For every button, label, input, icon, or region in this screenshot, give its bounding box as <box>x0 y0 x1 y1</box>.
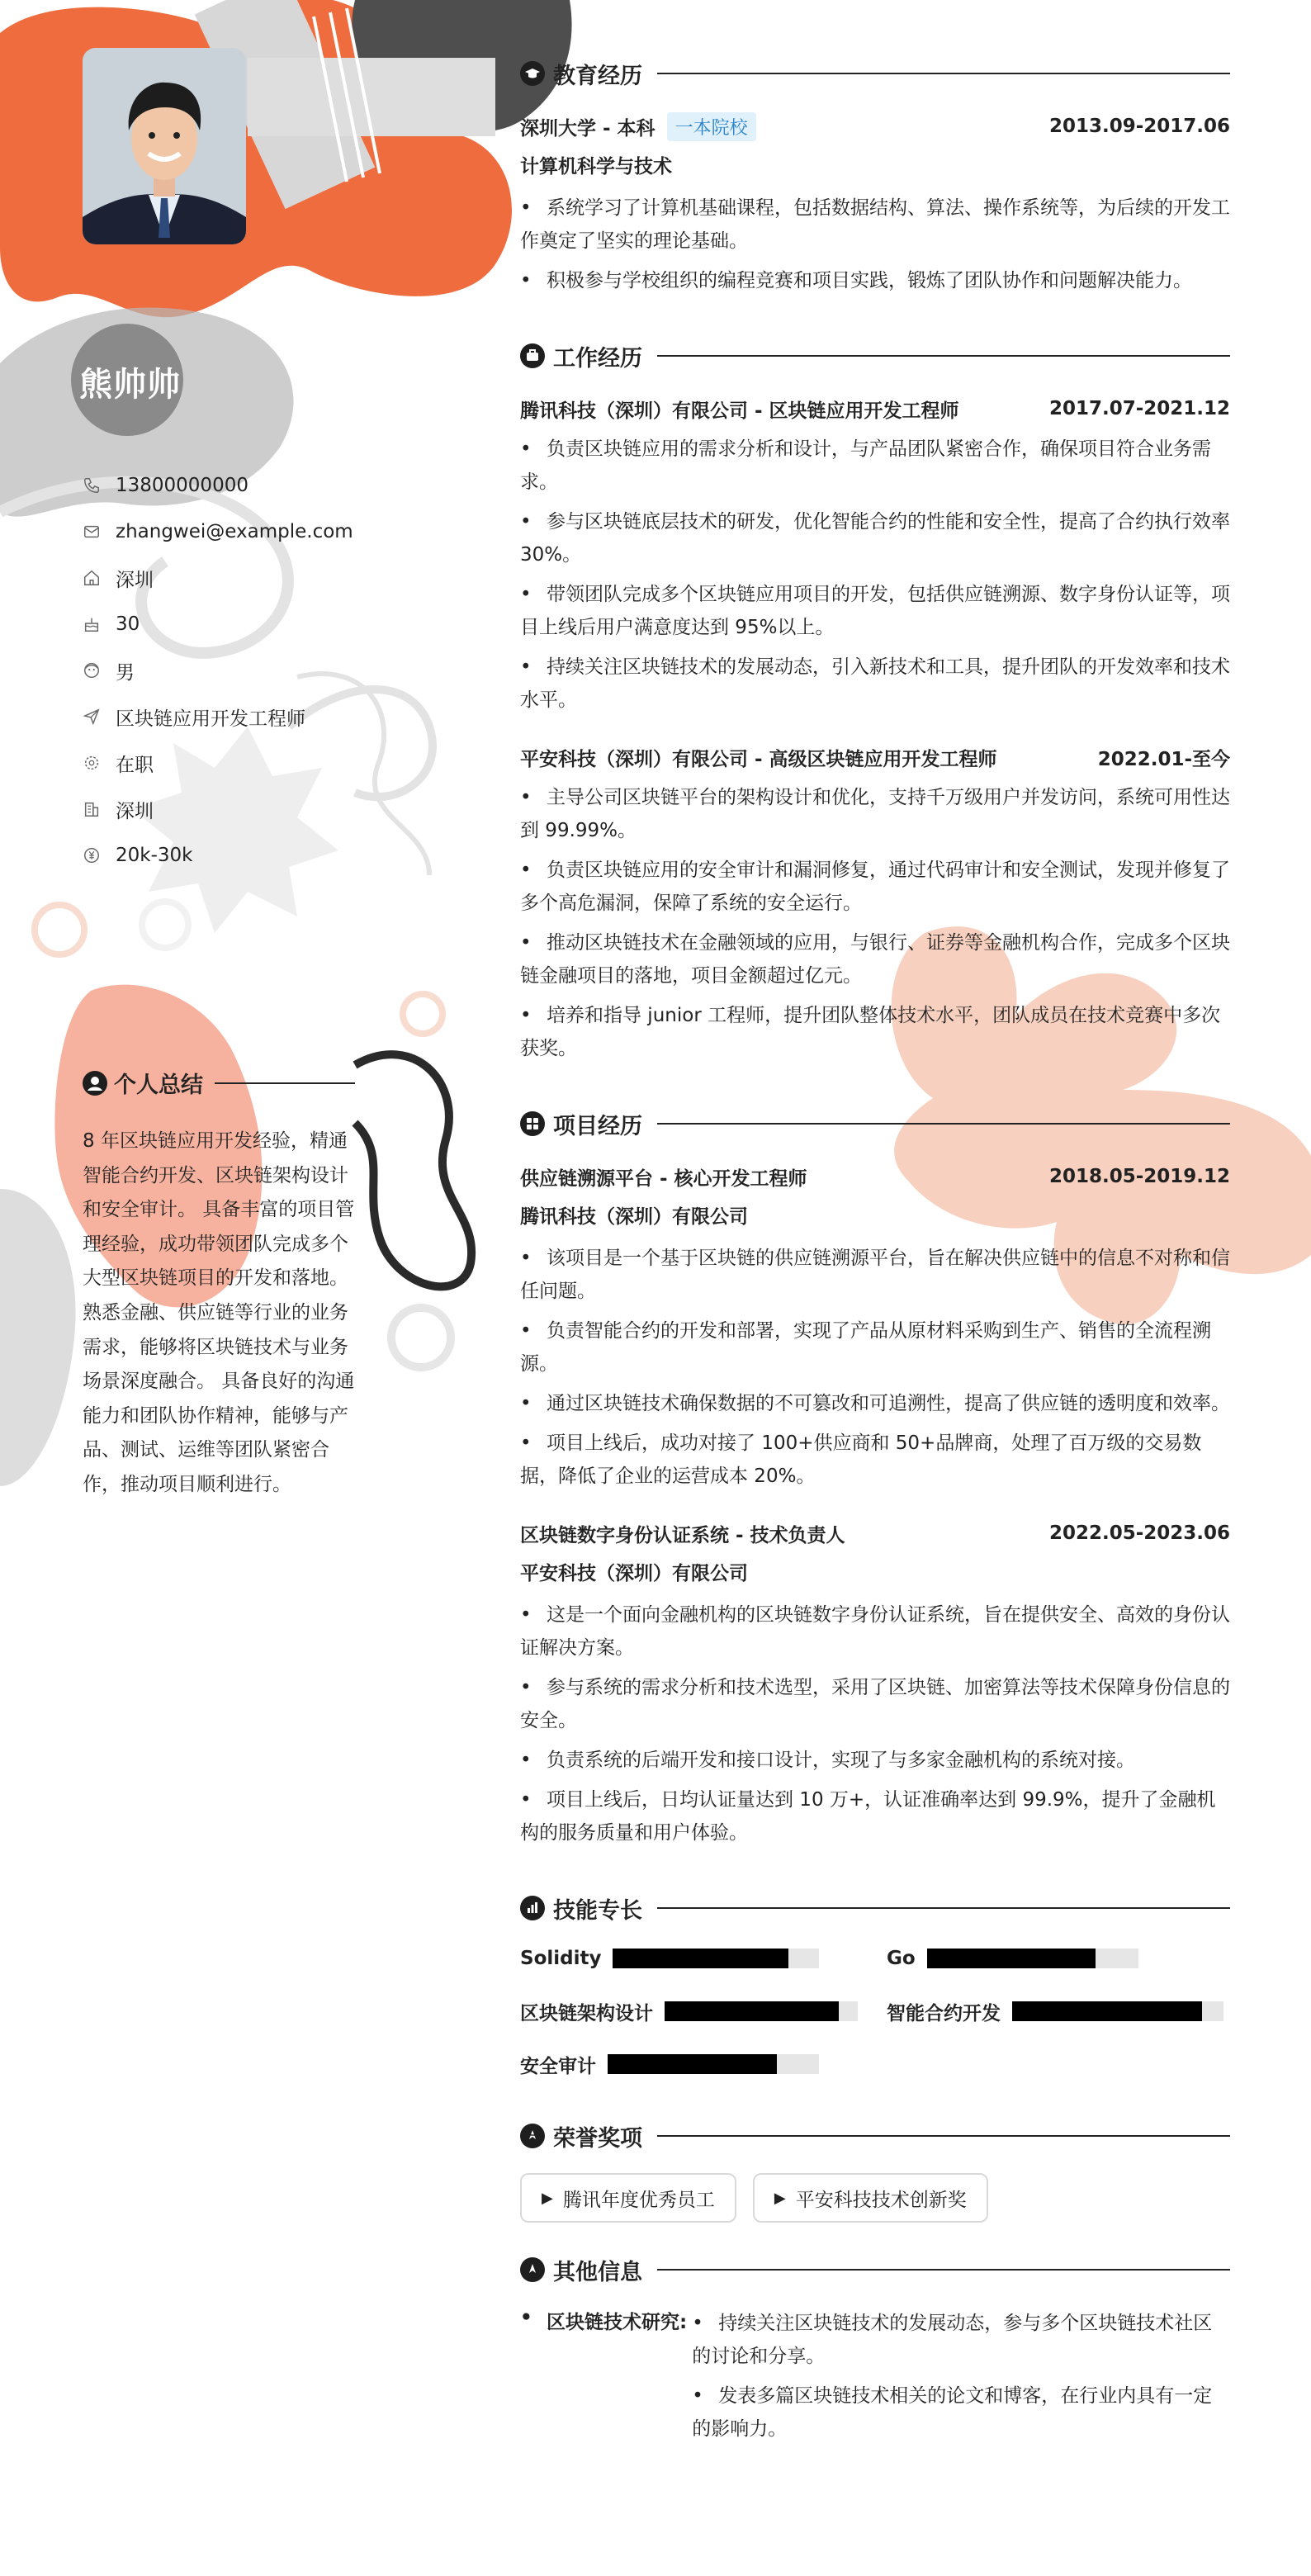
school-name: 深圳大学 - 本科 <box>520 117 656 140</box>
skill-bar-fill <box>665 2001 839 2021</box>
skill-item <box>520 1998 887 2024</box>
info-age <box>83 601 353 647</box>
other-heading <box>520 2256 1230 2284</box>
award-icon <box>520 2124 545 2148</box>
honors-heading <box>520 2122 1230 2150</box>
project-bullets <box>520 1598 1230 1849</box>
skill-bar <box>608 2054 819 2074</box>
summary-divider <box>215 1082 355 1084</box>
work-entry <box>520 741 1230 1065</box>
skill-item <box>887 1945 1230 1972</box>
building-icon <box>83 800 101 818</box>
work-date: 2017.07-2021.12 <box>1048 398 1230 419</box>
salary-text: 20k-30k <box>116 845 193 866</box>
skill-bar-fill <box>608 2054 777 2074</box>
info-position <box>83 694 353 740</box>
work-heading <box>520 342 1230 370</box>
info-status <box>83 740 353 786</box>
skills-divider <box>657 1907 1230 1909</box>
list-item: • 参与区块链底层技术的研发，优化智能合约的性能和安全性，提高了合约执行效率 30%。 <box>520 505 1230 571</box>
info-salary <box>83 832 353 878</box>
list-item: • 项目上线后，成功对接了 100+供应商和 50+品牌商，处理了百万级的交易数据，降低了企业的运营成本 20%。 <box>520 1427 1230 1493</box>
briefcase-icon <box>520 343 545 368</box>
salary-icon <box>83 846 101 864</box>
skill-bar-fill <box>613 1949 788 1968</box>
honors-divider <box>657 2135 1230 2137</box>
list-item: • 发表多篇区块链技术相关的论文和博客，在行业内具有一定的影响力。 <box>692 2379 1230 2446</box>
honor-chip <box>520 2173 736 2223</box>
play-icon: ▶ <box>774 2189 786 2207</box>
email-icon <box>83 523 101 541</box>
skill-item <box>520 2051 887 2077</box>
list-item: • 参与系统的需求分析和技术选型，采用了区块链、加密算法等技术保障身份信息的安全。 <box>520 1671 1230 1737</box>
play-icon: ▶ <box>542 2189 553 2207</box>
skill-bar-fill <box>1012 2001 1202 2021</box>
list-item: • 积极参与学校组织的编程竞赛和项目实践，锻炼了团队协作和问题解决能力。 <box>520 264 1230 297</box>
work-row <box>520 393 1230 424</box>
summary-heading <box>83 1067 355 1099</box>
skill-bar <box>613 1949 819 1968</box>
project-date: 2022.05-2023.06 <box>1048 1522 1230 1544</box>
honors-title: 荣誉奖项 <box>553 2125 642 2152</box>
projects-title: 项目经历 <box>553 1113 642 1139</box>
info-city <box>83 786 353 832</box>
home-icon <box>83 569 101 587</box>
main-content <box>520 59 1230 2497</box>
list-item: • 负责区块链应用的安全审计和漏洞修复，通过代码审计和安全测试，发现并修复了多个高危漏洞，保障了系统的安全运行。 <box>520 854 1230 920</box>
projects-heading <box>520 1110 1230 1138</box>
position-text: 区块链应用开发工程师 <box>116 708 305 730</box>
bar-chart-icon <box>520 1896 545 1920</box>
education-date: 2013.09-2017.06 <box>1048 116 1230 137</box>
list-item: • 负责智能合约的开发和部署，实现了产品从原材料采购到生产、销售的全流程溯源。 <box>520 1314 1230 1380</box>
work-company: 平安科技（深圳）有限公司 - 高级区块链应用开发工程师 <box>520 748 997 770</box>
list-item: • 带领团队完成多个区块链应用项目的开发，包括供应链溯源、数字身份认证等，项目上线后用户满意度达到 95%以上。 <box>520 578 1230 644</box>
city-text: 深圳 <box>116 800 154 822</box>
info-icon <box>520 2257 545 2282</box>
other-row <box>520 2307 1230 2452</box>
sidebar <box>0 0 462 2576</box>
avatar-photo <box>83 48 246 244</box>
contact-info <box>83 462 353 878</box>
email-text: zhangwei@example.com <box>116 521 353 542</box>
status-text: 在职 <box>116 754 154 776</box>
age-text: 30 <box>116 613 140 635</box>
info-phone <box>83 462 353 509</box>
skills-heading <box>520 1894 1230 1922</box>
avatar <box>83 48 246 244</box>
paper-plane-icon <box>83 708 101 726</box>
list-item: • 通过区块链技术确保数据的不可篡改和可追溯性，提高了供应链的透明度和效率。 <box>520 1387 1230 1420</box>
profile-name: 熊帅帅 <box>79 366 181 404</box>
project-company: 平安科技（深圳）有限公司 <box>520 1563 748 1584</box>
projects-divider <box>657 1123 1230 1125</box>
list-item: • 推动区块链技术在金融领域的应用，与银行、证券等金融机构合作，完成多个区块链金融项目的落地，项目金额超过亿元。 <box>520 926 1230 992</box>
location-text: 深圳 <box>116 569 154 591</box>
skills-grid <box>520 1945 1230 2077</box>
skill-bar-fill <box>927 1949 1096 1968</box>
honors-list <box>520 2173 1230 2223</box>
info-location <box>83 555 353 601</box>
list-item: • 负责区块链应用的需求分析和设计，与产品团队紧密合作，确保项目符合业务需求。 <box>520 433 1230 499</box>
honor-chip <box>753 2173 988 2223</box>
summary-text: 8 年区块链应用开发经验，精通智能合约开发、区块链架构设计和安全审计。 具备丰富的项目管理经验，成功带领团队完成多个大型区块链项目的开发和落地。 熟悉金融、供应链等行业的业务需求，能够将区块链技术与业务场景深度融合。 具备良好的沟通能力和团队协作精神，能够与产品、测试、运维等团队紧密合作，推动项目顺利进行。 <box>83 1130 355 1495</box>
list-item: • 负责系统的后端开发和接口设计，实现了与多家金融机构的系统对接。 <box>520 1744 1230 1777</box>
skill-item <box>887 1998 1230 2024</box>
status-icon <box>83 754 101 772</box>
work-row <box>520 741 1230 773</box>
skills-title: 技能专长 <box>553 1897 642 1924</box>
grid-icon <box>520 1111 545 1136</box>
project-name: 区块链数字身份认证系统 - 技术负责人 <box>520 1524 845 1546</box>
list-item: • 主导公司区块链平台的架构设计和优化，支持千万级用户并发访问，系统可用性达到 99.99%。 <box>520 781 1230 847</box>
skill-name: 智能合约开发 <box>887 2002 1001 2024</box>
info-gender <box>83 647 353 694</box>
work-date: 2022.01-至今 <box>1097 748 1230 770</box>
list-item: • 系统学习了计算机基础课程，包括数据结构、算法、操作系统等，为后续的开发工作奠定了坚实的理论基础。 <box>520 192 1230 258</box>
cake-icon <box>83 615 101 633</box>
phone-text: 13800000000 <box>116 475 248 496</box>
list-item: • 这是一个面向金融机构的区块链数字身份认证系统，旨在提供安全、高效的身份认证解决方案。 <box>520 1598 1230 1664</box>
work-bullets <box>520 781 1230 1065</box>
skill-name: 区块链架构设计 <box>520 2002 653 2024</box>
work-title: 工作经历 <box>553 345 642 372</box>
projects-section <box>520 1110 1230 1849</box>
list-item: • 培养和指导 junior 工程师，提升团队整体技术水平，团队成员在技术竞赛中多次获奖。 <box>520 999 1230 1065</box>
work-bullets <box>520 433 1230 717</box>
education-section <box>520 59 1230 297</box>
user-circle-icon <box>83 1071 107 1096</box>
skill-bar <box>1012 2001 1223 2021</box>
list-item: • 持续关注区块链技术的发展动态，参与多个区块链技术社区的讨论和分享。 <box>692 2307 1230 2373</box>
school-badge: 一本院校 <box>667 112 756 141</box>
project-name: 供应链溯源平台 - 核心开发工程师 <box>520 1167 807 1190</box>
list-item: • 持续关注区块链技术的发展动态，引入新技术和工具，提升团队的开发效率和技术水平。 <box>520 651 1230 717</box>
project-entry <box>520 1518 1230 1849</box>
other-bullets <box>692 2307 1230 2452</box>
project-entry <box>520 1161 1230 1493</box>
other-section <box>520 2256 1230 2452</box>
project-date: 2018.05-2019.12 <box>1048 1166 1230 1187</box>
project-bullets <box>520 1242 1230 1493</box>
skill-name: Solidity <box>520 1948 602 1969</box>
other-divider <box>657 2269 1230 2271</box>
education-major: 计算机科学与技术 <box>520 156 672 178</box>
gender-text: 男 <box>116 661 135 684</box>
list-item: • 该项目是一个基于区块链的供应链溯源平台，旨在解决供应链中的信息不对称和信任问题。 <box>520 1242 1230 1308</box>
honor-label: 腾讯年度优秀员工 <box>562 2189 715 2211</box>
project-row <box>520 1518 1230 1549</box>
skill-name: Go <box>887 1948 916 1969</box>
skill-bar <box>927 1949 1138 1968</box>
education-row <box>520 111 1230 142</box>
education-bullets <box>520 192 1230 297</box>
work-company: 腾讯科技（深圳）有限公司 - 区块链应用开发工程师 <box>520 400 959 422</box>
education-title: 教育经历 <box>553 63 642 89</box>
skill-item <box>520 1945 887 1972</box>
skill-name: 安全审计 <box>520 2055 596 2077</box>
other-key: • 区块链技术研究: <box>520 2307 687 2452</box>
honors-section <box>520 2122 1230 2223</box>
work-entry <box>520 393 1230 717</box>
phone-icon <box>83 476 101 495</box>
education-divider <box>657 73 1230 74</box>
work-section <box>520 342 1230 1065</box>
list-item: • 项目上线后，日均认证量达到 10 万+，认证准确率达到 99.9%，提升了金融机构的服务质量和用户体验。 <box>520 1783 1230 1849</box>
skills-section <box>520 1894 1230 2077</box>
info-email <box>83 509 353 555</box>
graduation-cap-icon <box>520 61 545 86</box>
summary-title: 个人总结 <box>114 1073 203 1098</box>
other-title: 其他信息 <box>553 2259 642 2285</box>
honor-label: 平安科技技术创新奖 <box>795 2189 967 2211</box>
skill-bar <box>665 2001 858 2021</box>
person-icon <box>83 661 101 680</box>
work-divider <box>657 355 1230 357</box>
project-company: 腾讯科技（深圳）有限公司 <box>520 1206 748 1228</box>
project-row <box>520 1161 1230 1192</box>
education-heading <box>520 59 1230 88</box>
